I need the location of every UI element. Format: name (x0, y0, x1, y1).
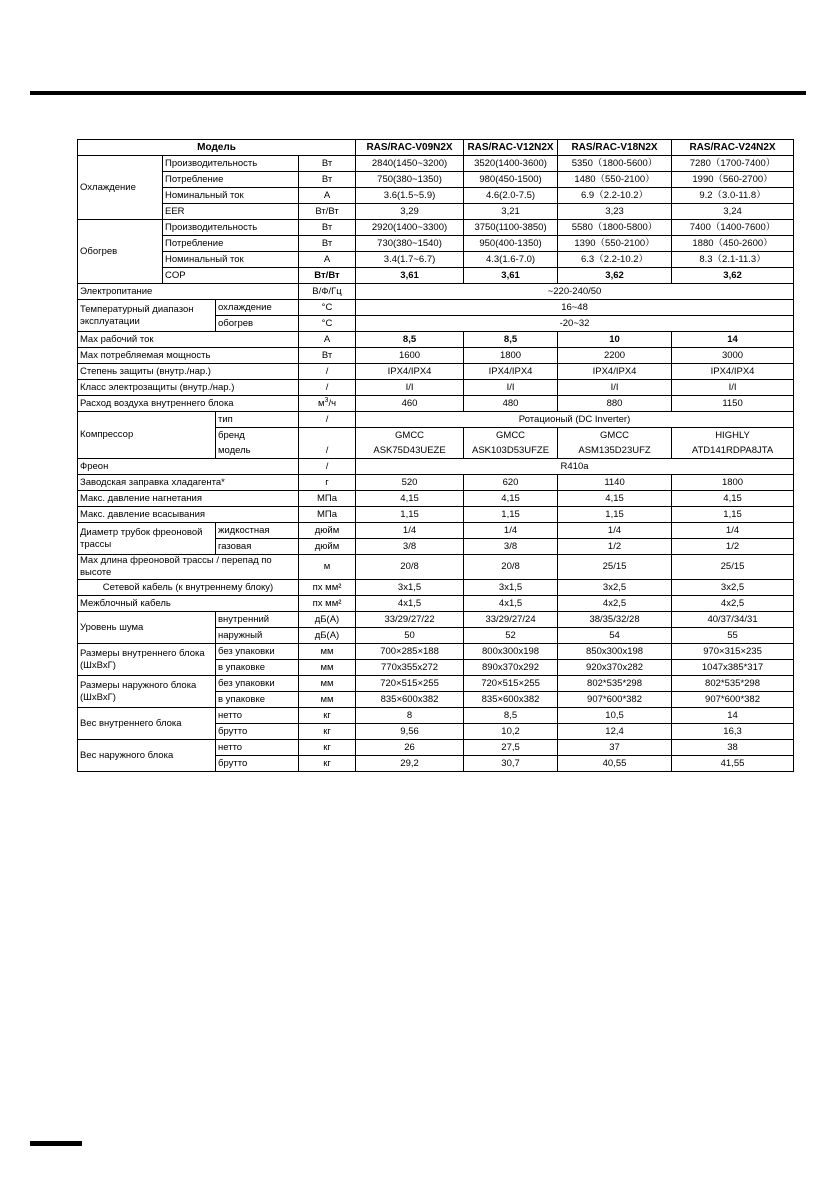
value-cell: 802*535*298 (672, 676, 794, 692)
value-cell: 480 (464, 396, 558, 412)
value-cell: I/I (356, 380, 464, 396)
model-label: Модель (78, 140, 356, 156)
value-cell: 907*600*382 (558, 692, 672, 708)
unit-cell (299, 428, 356, 444)
value-cell: 40,55 (558, 756, 672, 772)
value-cell: 4,15 (558, 491, 672, 507)
unit-cell: А (299, 332, 356, 348)
value-cell: I/I (464, 380, 558, 396)
table-row (78, 596, 794, 612)
value-cell: 10,2 (464, 724, 558, 740)
value-cell: 3.4(1.7~6.7) (356, 252, 464, 268)
value-cell: 20/8 (464, 555, 558, 580)
value-cell: 3,62 (672, 268, 794, 284)
row-label: Max длина фреоновой трассы / перепад по высоте (78, 555, 299, 580)
unit-cell: / (299, 380, 356, 396)
row-label: Заводская заправка хладагента* (78, 475, 299, 491)
unit-cell: пх мм² (299, 580, 356, 596)
value-cell: 1800 (672, 475, 794, 491)
row-label: Межблочный кабель (78, 596, 299, 612)
sub-label: внутренний (216, 612, 299, 628)
value-cell: 970×315×235 (672, 644, 794, 660)
value-cell: 14 (672, 332, 794, 348)
value-cell: I/I (558, 380, 672, 396)
table-row (78, 220, 794, 236)
value-cell: 1,15 (672, 507, 794, 523)
value-cell: 38 (672, 740, 794, 756)
value-cell: 700×285×188 (356, 644, 464, 660)
value-cell: 3,61 (356, 268, 464, 284)
row-label: Компрессор (78, 412, 216, 459)
heating-group-label: Обогрев (78, 220, 163, 284)
model-header-row (78, 140, 794, 156)
value-cell: 3,61 (464, 268, 558, 284)
value-cell: 800х300х198 (464, 644, 558, 660)
value-cell: 9,56 (356, 724, 464, 740)
value-cell: 16~48 (356, 300, 794, 316)
model-name: RAS/RAC-V24N2X (672, 140, 794, 156)
value-cell: 720×515×255 (464, 676, 558, 692)
unit-cell: дБ(А) (299, 612, 356, 628)
value-cell: ASK103D53UFZE (464, 443, 558, 459)
value-cell: GMCC (464, 428, 558, 444)
value-cell: 3,24 (672, 204, 794, 220)
unit-cell: °C (299, 300, 356, 316)
sub-label: брутто (216, 724, 299, 740)
value-cell: 26 (356, 740, 464, 756)
value-cell: 1880（450-2600） (672, 236, 794, 252)
specifications-table (77, 139, 794, 772)
value-cell: 12,4 (558, 724, 672, 740)
sub-label: тип (216, 412, 299, 428)
value-cell: 2200 (558, 348, 672, 364)
value-cell: IPX4/IPX4 (356, 364, 464, 380)
unit-cell: Вт/Вт (299, 204, 356, 220)
value-cell: 920х370х282 (558, 660, 672, 676)
value-cell: 730(380~1540) (356, 236, 464, 252)
unit-cell: кг (299, 708, 356, 724)
table-row (78, 156, 794, 172)
row-label: Max потребляемая мощность (78, 348, 299, 364)
value-cell: 33/29/27/22 (356, 612, 464, 628)
table-row (78, 580, 794, 596)
value-cell: 4х2,5 (558, 596, 672, 612)
row-label: EER (163, 204, 299, 220)
row-label: Класс электрозащиты (внутр./нар.) (78, 380, 299, 396)
value-cell: 6.3（2.2-10.2） (558, 252, 672, 268)
value-cell: 2920(1400~3300) (356, 220, 464, 236)
sub-label: без упаковки (216, 676, 299, 692)
value-cell: 16,3 (672, 724, 794, 740)
value-cell: -20~32 (356, 316, 794, 332)
sub-label: модель (216, 443, 299, 459)
row-label: Потребление (163, 236, 299, 252)
value-cell: IPX4/IPX4 (558, 364, 672, 380)
value-cell: ATD141RDPA8JTA (672, 443, 794, 459)
value-cell: 1/4 (464, 523, 558, 539)
value-cell: 1/2 (558, 539, 672, 555)
table-row (78, 364, 794, 380)
unit-cell: м (299, 555, 356, 580)
value-cell: 3.6(1.5~5.9) (356, 188, 464, 204)
unit-cell: / (299, 364, 356, 380)
value-cell: 1,15 (356, 507, 464, 523)
value-cell: 520 (356, 475, 464, 491)
value-cell: 750(380~1350) (356, 172, 464, 188)
unit-cell: Вт (299, 348, 356, 364)
value-cell: 3,21 (464, 204, 558, 220)
unit-cell: мм (299, 676, 356, 692)
unit-cell: мм (299, 692, 356, 708)
unit-cell: Вт (299, 220, 356, 236)
row-label: Потребление (163, 172, 299, 188)
sub-label: наружный (216, 628, 299, 644)
model-name: RAS/RAC-V09N2X (356, 140, 464, 156)
value-cell: 20/8 (356, 555, 464, 580)
sub-label: жидкостная (216, 523, 299, 539)
table-row (78, 332, 794, 348)
table-row (78, 475, 794, 491)
unit-cell: Вт (299, 172, 356, 188)
table-row (78, 507, 794, 523)
model-name: RAS/RAC-V18N2X (558, 140, 672, 156)
value-cell: 880 (558, 396, 672, 412)
row-label: Размеры внутреннего блока (ШхВхГ) (78, 644, 216, 676)
sub-label: нетто (216, 740, 299, 756)
value-cell: IPX4/IPX4 (464, 364, 558, 380)
value-cell: 3х1,5 (464, 580, 558, 596)
value-cell: 4,15 (356, 491, 464, 507)
table-row (78, 188, 794, 204)
value-cell: I/I (672, 380, 794, 396)
sub-label: без упаковки (216, 644, 299, 660)
value-cell: 770х355х272 (356, 660, 464, 676)
value-cell: 50 (356, 628, 464, 644)
table-row (78, 708, 794, 724)
unit-cell: пх мм² (299, 596, 356, 612)
cooling-group-label: Охлаждение (78, 156, 163, 220)
table-row (78, 740, 794, 756)
value-cell: 8.3（2.1-11.3） (672, 252, 794, 268)
value-cell: 2840(1450~3200) (356, 156, 464, 172)
table-row (78, 676, 794, 692)
unit-cell: Вт/Вт (299, 268, 356, 284)
value-cell: 3,62 (558, 268, 672, 284)
value-cell: 980(450-1500) (464, 172, 558, 188)
row-label: Макс. давление всасывания (78, 507, 299, 523)
sub-label: охлаждение (216, 300, 299, 316)
unit-cell: мм (299, 644, 356, 660)
value-cell: 3/8 (464, 539, 558, 555)
value-cell: 1480（550-2100） (558, 172, 672, 188)
unit-cell: МПа (299, 491, 356, 507)
unit-cell: В/Ф/Гц (299, 284, 356, 300)
value-cell: 3х1,5 (356, 580, 464, 596)
unit-cell: кг (299, 756, 356, 772)
value-cell: 6.9（2.2-10.2） (558, 188, 672, 204)
table-row (78, 172, 794, 188)
value-cell: 1600 (356, 348, 464, 364)
value-cell: 25/15 (558, 555, 672, 580)
unit-cell: Вт (299, 156, 356, 172)
unit-cell: МПа (299, 507, 356, 523)
sub-label: газовая (216, 539, 299, 555)
row-label: Размеры наружного блока (ШхВхГ) (78, 676, 216, 708)
value-cell: 8 (356, 708, 464, 724)
value-cell: 907*600*382 (672, 692, 794, 708)
value-cell: 3750(1100-3850) (464, 220, 558, 236)
row-label: Диаметр трубок фреоновой трассы (78, 523, 216, 555)
table-row (78, 284, 794, 300)
value-cell: 950(400-1350) (464, 236, 558, 252)
unit-cell: дюйм (299, 539, 356, 555)
value-cell: 3/8 (356, 539, 464, 555)
value-cell: 27,5 (464, 740, 558, 756)
unit-cell: мм (299, 660, 356, 676)
row-label: Уровень шума (78, 612, 216, 644)
value-cell: 40/37/34/31 (672, 612, 794, 628)
value-cell: 8,5 (464, 332, 558, 348)
unit-cell: / (299, 459, 356, 475)
value-cell: ~220-240/50 (356, 284, 794, 300)
value-cell: 835×600х382 (356, 692, 464, 708)
value-cell: 1990（560-2700） (672, 172, 794, 188)
unit-cell: кг (299, 724, 356, 740)
sub-label: в упаковке (216, 660, 299, 676)
unit-cell: А (299, 252, 356, 268)
row-label: Номинальный ток (163, 188, 299, 204)
value-cell: 4.6(2.0-7.5) (464, 188, 558, 204)
value-cell: 5580（1800-5800） (558, 220, 672, 236)
value-cell: Ротационый (DC Inverter) (356, 412, 794, 428)
value-cell: 8,5 (464, 708, 558, 724)
value-cell: 1047х385*317 (672, 660, 794, 676)
value-cell: 1/4 (558, 523, 672, 539)
value-cell: 4.3(1.6-7.0) (464, 252, 558, 268)
value-cell: 890х370х292 (464, 660, 558, 676)
table-row (78, 252, 794, 268)
value-cell: 1/4 (672, 523, 794, 539)
value-cell: 3,23 (558, 204, 672, 220)
value-cell: R410a (356, 459, 794, 475)
unit-cell: А (299, 188, 356, 204)
footer-rule (30, 1141, 82, 1146)
unit-cell: кг (299, 740, 356, 756)
row-label: Макс. давление нагнетания (78, 491, 299, 507)
value-cell: 52 (464, 628, 558, 644)
sub-label: бренд (216, 428, 299, 444)
value-cell: 41,55 (672, 756, 794, 772)
table-row (78, 644, 794, 660)
value-cell: 38/35/32/28 (558, 612, 672, 628)
value-cell: 720×515×255 (356, 676, 464, 692)
value-cell: 10,5 (558, 708, 672, 724)
value-cell: 1,15 (558, 507, 672, 523)
row-label: Max рабочий ток (78, 332, 299, 348)
value-cell: ASM135D23UFZ (558, 443, 672, 459)
value-cell: 835×600х382 (464, 692, 558, 708)
value-cell: 29,2 (356, 756, 464, 772)
model-name: RAS/RAC-V12N2X (464, 140, 558, 156)
value-cell: 802*535*298 (558, 676, 672, 692)
value-cell: 7280（1700-7400） (672, 156, 794, 172)
table-row (78, 555, 794, 580)
value-cell: 55 (672, 628, 794, 644)
sub-label: брутто (216, 756, 299, 772)
value-cell: 1140 (558, 475, 672, 491)
value-cell: 4,15 (464, 491, 558, 507)
value-cell: 4,15 (672, 491, 794, 507)
value-cell: 4х1,5 (464, 596, 558, 612)
row-label: Производительность (163, 156, 299, 172)
table-row (78, 459, 794, 475)
value-cell: 1/4 (356, 523, 464, 539)
value-cell: 1390（550-2100） (558, 236, 672, 252)
value-cell: IPX4/IPX4 (672, 364, 794, 380)
value-cell: 1/2 (672, 539, 794, 555)
value-cell: 460 (356, 396, 464, 412)
unit-cell: дБ(А) (299, 628, 356, 644)
value-cell: 37 (558, 740, 672, 756)
table-row (78, 268, 794, 284)
value-cell: 25/15 (672, 555, 794, 580)
value-cell: 1150 (672, 396, 794, 412)
value-cell: GMCC (356, 428, 464, 444)
table-row (78, 380, 794, 396)
value-cell: 3520(1400-3600) (464, 156, 558, 172)
unit-cell: г (299, 475, 356, 491)
unit-cell: дюйм (299, 523, 356, 539)
table-row (78, 348, 794, 364)
row-label: Степень защиты (внутр./нар.) (78, 364, 299, 380)
value-cell: ASK75D43UEZE (356, 443, 464, 459)
unit-cell: / (299, 443, 356, 459)
value-cell: 3000 (672, 348, 794, 364)
sub-label: обогрев (216, 316, 299, 332)
value-cell: 1800 (464, 348, 558, 364)
unit-cell: °C (299, 316, 356, 332)
row-label: Вес наружного блока (78, 740, 216, 772)
sub-label: нетто (216, 708, 299, 724)
value-cell: 7400（1400-7600） (672, 220, 794, 236)
value-cell: 3,29 (356, 204, 464, 220)
row-label: Вес внутреннего блока (78, 708, 216, 740)
row-label: Электропитание (78, 284, 299, 300)
table-row (78, 612, 794, 628)
row-label: Температурный диапазон эксплуатации (78, 300, 216, 332)
value-cell: HIGHLY (672, 428, 794, 444)
row-label: Фреон (78, 459, 299, 475)
value-cell: 14 (672, 708, 794, 724)
row-label: Сетевой кабель (к внутреннему блоку) (78, 580, 299, 596)
table-row (78, 491, 794, 507)
value-cell: 8,5 (356, 332, 464, 348)
value-cell: 4х2,5 (672, 596, 794, 612)
table-row (78, 523, 794, 539)
table-row (78, 396, 794, 412)
value-cell: 30,7 (464, 756, 558, 772)
value-cell: 1,15 (464, 507, 558, 523)
unit-cell: / (299, 412, 356, 428)
value-cell: 33/29/27/24 (464, 612, 558, 628)
value-cell: GMCC (558, 428, 672, 444)
value-cell: 3х2,5 (672, 580, 794, 596)
unit-cell: Вт (299, 236, 356, 252)
value-cell: 620 (464, 475, 558, 491)
table-row (78, 412, 794, 428)
value-cell: 3х2,5 (558, 580, 672, 596)
value-cell: 5350（1800-5600） (558, 156, 672, 172)
value-cell: 850х300х198 (558, 644, 672, 660)
unit-cell: $м^3/ч$ (299, 396, 356, 412)
table-row (78, 236, 794, 252)
row-label: Производительность (163, 220, 299, 236)
value-cell: 4х1,5 (356, 596, 464, 612)
row-label: COP (163, 268, 299, 284)
value-cell: 9.2（3.0-11.8） (672, 188, 794, 204)
value-cell: 54 (558, 628, 672, 644)
value-cell: 10 (558, 332, 672, 348)
header-rule (30, 91, 806, 95)
row-label: Номинальный ток (163, 252, 299, 268)
sub-label: в упаковке (216, 692, 299, 708)
row-label: Расход воздуха внутреннего блока (78, 396, 299, 412)
table-row (78, 204, 794, 220)
table-row (78, 300, 794, 316)
